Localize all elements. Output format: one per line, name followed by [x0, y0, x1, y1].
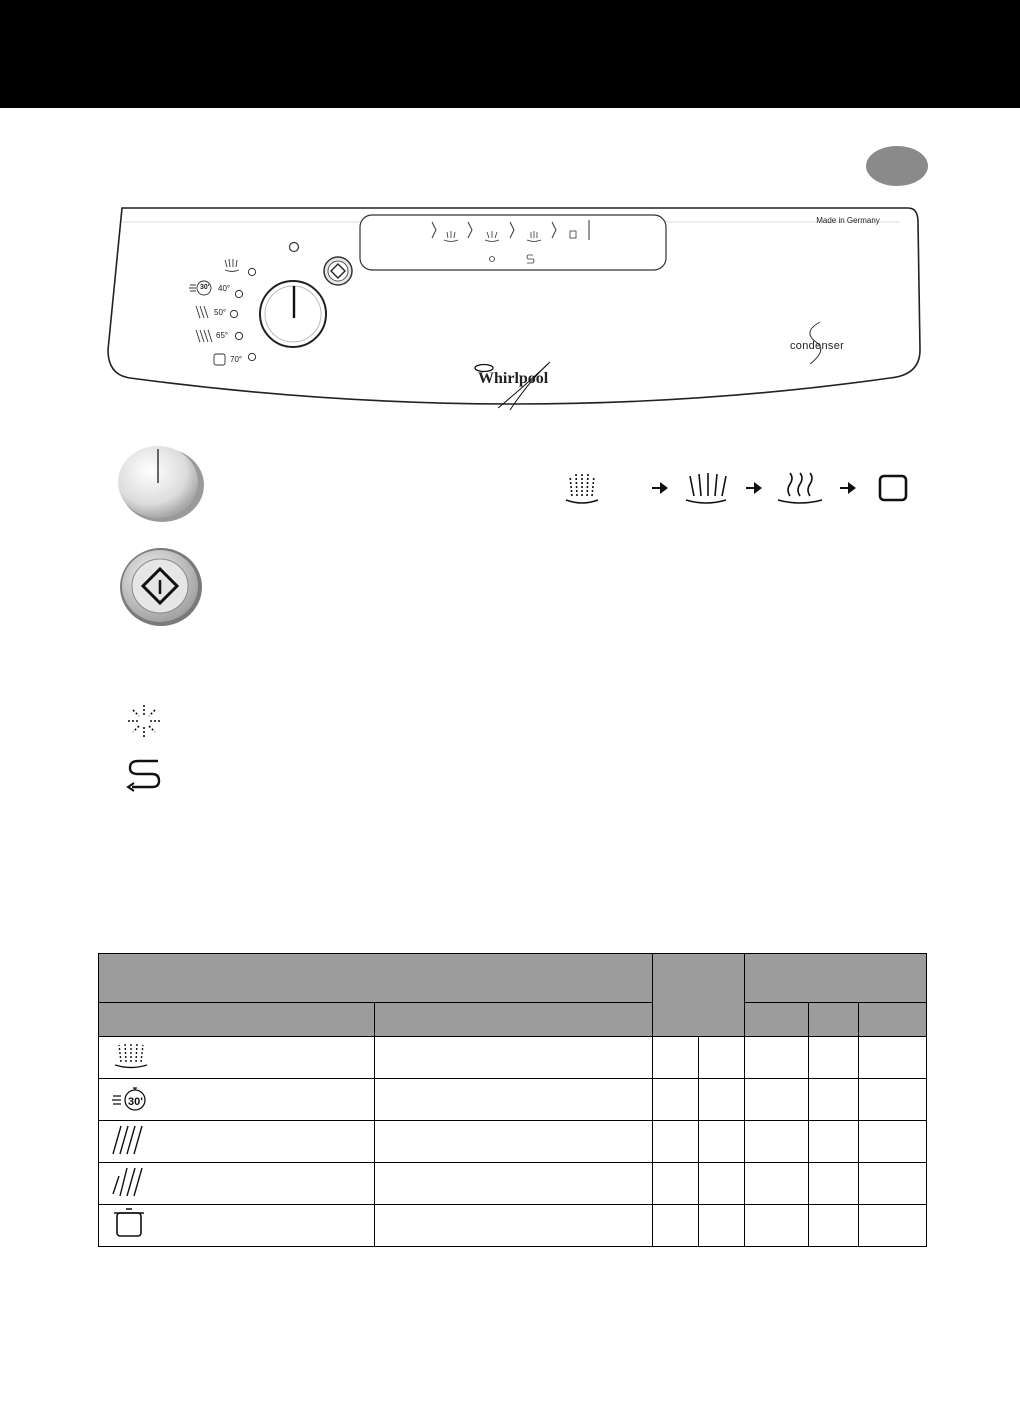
header-col-c — [859, 1003, 927, 1037]
prewash-icon — [566, 473, 598, 503]
normal-wash-icon — [111, 1122, 151, 1156]
condenser-label: condenser — [790, 340, 845, 352]
start-button-icon — [118, 545, 208, 629]
quick-30-icon — [111, 1082, 155, 1112]
intensive-wash-icon — [111, 1164, 151, 1198]
table-row — [99, 1037, 927, 1079]
end-icon — [880, 476, 906, 500]
header-col-a — [745, 1003, 809, 1037]
prewash-icon — [111, 1040, 151, 1070]
condenser-swirl-icon — [800, 318, 830, 368]
dry-icon — [778, 473, 822, 503]
header-consumption — [653, 954, 745, 1037]
temp-65: 65° — [216, 331, 229, 340]
header-description — [375, 1003, 653, 1037]
table-header-row-1 — [99, 954, 927, 1003]
temp-40: 40° — [218, 284, 231, 293]
made-in-germany: Made in Germany — [816, 216, 880, 225]
program-dial-icon — [116, 443, 206, 523]
program-table — [98, 953, 927, 1247]
table-row — [99, 1163, 927, 1205]
table-header-row-2 — [99, 1003, 927, 1037]
header-options — [745, 954, 927, 1003]
arrow-2-icon — [746, 482, 762, 494]
table-row — [99, 1121, 927, 1163]
whirlpool-logo: Whirlpool — [478, 370, 549, 387]
arrow-3-icon — [840, 482, 856, 494]
control-panel-illustration — [100, 200, 925, 415]
header-col-b — [809, 1003, 859, 1037]
header-program — [99, 954, 653, 1003]
quick-30-label: 30' — [128, 1096, 143, 1108]
header-symbol — [99, 1003, 375, 1037]
table-row — [99, 1205, 927, 1247]
salt-indicator-icon — [126, 703, 162, 739]
language-badge — [866, 146, 928, 186]
rinse-aid-indicator-icon — [126, 756, 164, 792]
wash-icon — [686, 473, 726, 503]
table-row — [99, 1079, 927, 1121]
program-sequence-diagram — [560, 468, 920, 508]
temp-70: 70° — [230, 355, 243, 364]
arrow-1-icon — [652, 482, 668, 494]
quick-30-badge: 30' — [200, 284, 210, 291]
header-bar — [0, 0, 1020, 108]
pot-wash-icon — [111, 1206, 151, 1240]
temp-50: 50° — [214, 308, 227, 317]
